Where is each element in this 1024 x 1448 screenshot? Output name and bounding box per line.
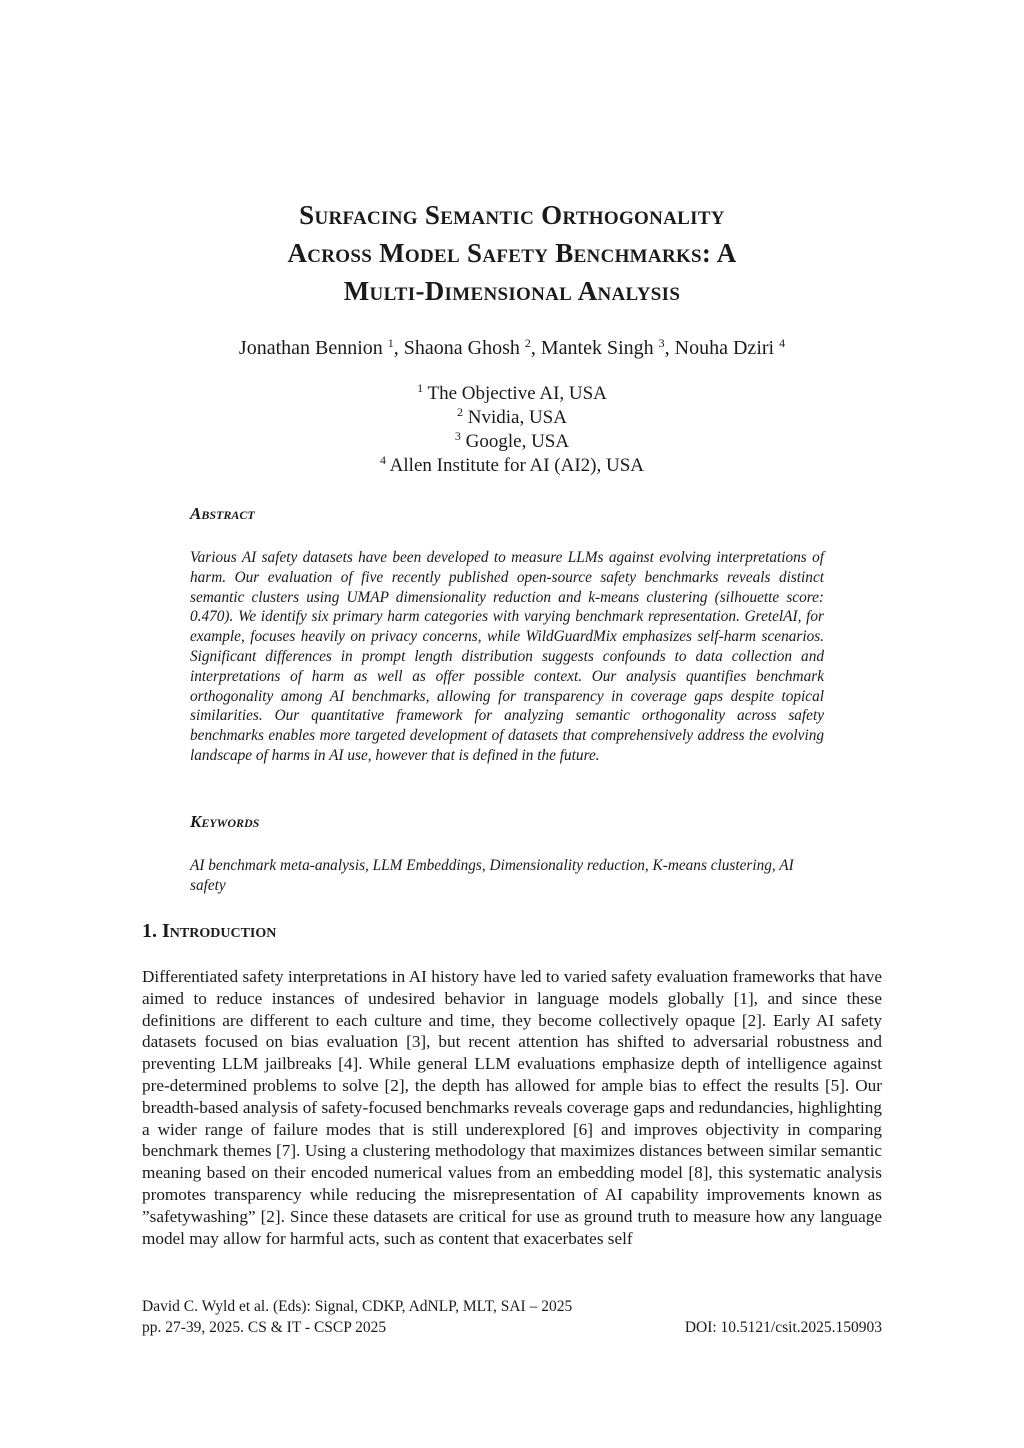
introduction-heading: 1. Introduction: [142, 920, 277, 942]
footer-pages: pp. 27-39, 2025. CS & IT - CSCP 2025: [142, 1319, 387, 1336]
introduction-body: Differentiated safety interpretations in AI history have led to varied safety evaluation frameworks that have aimed to reduce instances of undesired behavior in language models globally [1], and since these definitions are different to each culture and time, they become collectively opaque [2]. Early AI safety datasets focused on bias evaluation [3], but recent attention has shifted to adversarial robustness and preventing LLM jailbreaks [4]. While general LLM evaluations emphasize depth of intelligence against pre-determined problems to solve [2], the depth has allowed for ample bias to effect the results [5]. Our breadth-based analysis of safety-focused benchmarks reveals coverage gaps and redundancies, highlighting a wider range of failure modes that is still underexplored [6] and improves objectivity in comparing benchmark themes [7]. Using a clustering methodology that maximizes distances between similar semantic meaning based on their encoded numerical values from an embedding model [8], this systematic analysis promotes transparency while reducing the misrepresentation of AI capability improvements known as ”safetywashing” [2]. Since these datasets are critical for use as ground truth to measure how any language model may allow for harmful acts, such as content that exacerbates self: [142, 967, 882, 1248]
title-line-3: Multi-Dimensional Analysis: [343, 276, 681, 306]
title-line-1: Surfacing Semantic Orthogonality: [299, 200, 725, 230]
author-affiliation-mark: 2: [524, 336, 531, 350]
author-affiliation-mark: 3: [658, 336, 665, 350]
author-name: Shaona Ghosh: [403, 337, 520, 359]
affiliation-item: $^2$ Nvidia, USA: [457, 405, 567, 428]
abstract-heading: Abstract: [190, 504, 255, 523]
author-name: Nouha Dziri: [674, 337, 775, 359]
author-name: Mantek Singh: [540, 337, 654, 359]
affiliation-item: $^1$ The Objective AI, USA: [417, 381, 607, 404]
affiliation-item: $^3$ Google, USA: [454, 429, 570, 452]
footer-doi: DOI: 10.5121/csit.2025.150903: [684, 1319, 882, 1336]
keywords-heading: Keywords: [190, 812, 260, 831]
affiliation-item: $^4$ Allen Institute for AI (AI2), USA: [379, 453, 645, 476]
author-affiliation-mark: 4: [779, 336, 786, 350]
paper-title: [140, 196, 884, 310]
affiliation-list: [140, 382, 884, 478]
author-list: Jonathan Bennion $^1$, Shaona Ghosh $^2$, Mantek Singh $^3$, Nouha Dziri $^4$: [238, 336, 786, 359]
page-footer: [142, 1296, 882, 1338]
author-name: Jonathan Bennion: [238, 337, 383, 359]
abstract-body: Various AI safety datasets have been developed to measure LLMs against evolving interpretations of harm. Our evaluation of five recently published open-source safety benchmarks reveals distinct semantic clusters using UMAP dimensionality reduction and k-means clustering (silhouette score: 0.470). We identify six primary harm categories with varying benchmark representation. GretelAI, for example, focuses heavily on privacy concerns, while WildGuardMix emphasizes self-harm scenarios. Significant differences in prompt length distribution suggests confounds to data collection and interpretations of harm as well as offer possible context. Our analysis quantifies benchmark orthogonality among AI benchmarks, allowing for transparency in coverage gaps despite topical similarities. Our quantitative framework for analyzing semantic orthogonality across safety benchmarks enables more targeted development of datasets that comprehensively address the evolving landscape of harms in AI use, however that is defined in the future.: [190, 549, 824, 764]
title-line-2: Across Model Safety Benchmarks: A: [287, 238, 737, 268]
footer-editors: David C. Wyld et al. (Eds): Signal, CDKP, AdNLP, MLT, SAI – 2025: [142, 1298, 573, 1315]
author-affiliation-mark: 1: [387, 336, 394, 350]
keywords-body: AI benchmark meta-analysis, LLM Embeddings, Dimensionality reduction, K-means clustering, AI safety: [190, 857, 794, 894]
